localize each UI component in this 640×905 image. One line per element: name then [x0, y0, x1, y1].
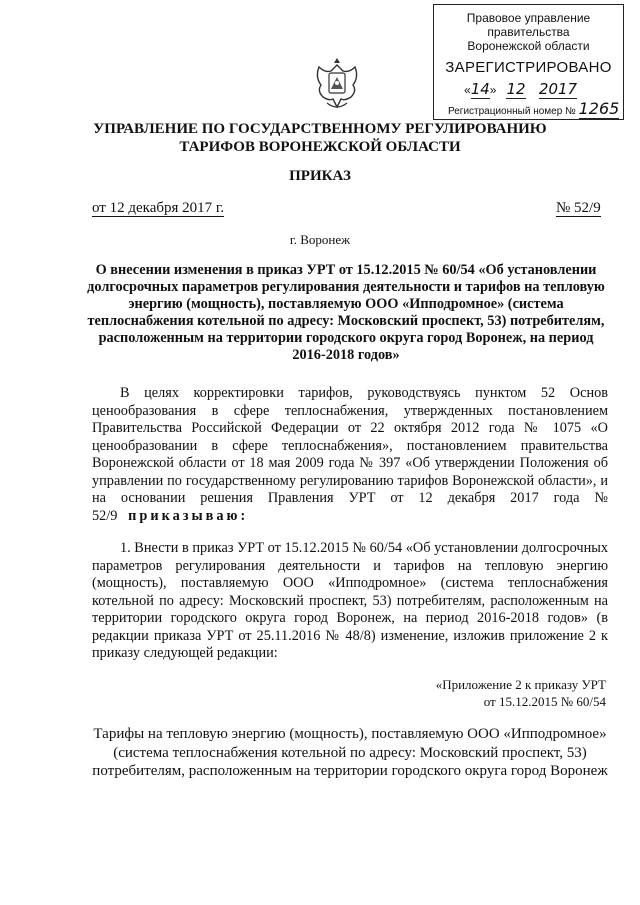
- stamp-line1: Правовое управление правительства: [466, 11, 591, 39]
- document-city: г. Воронеж: [289, 232, 351, 247]
- organization-line2: ТАРИФОВ ВОРОНЕЖСКОЙ ОБЛАСТИ: [179, 139, 461, 155]
- stamp-line2: Воронежской области: [467, 39, 590, 53]
- document-date-text: от 12 декабря 2017 г.: [92, 200, 225, 216]
- stamp-reg-value: 1265: [578, 99, 620, 118]
- document-date: [92, 200, 224, 217]
- stamp-date-day: 14: [470, 80, 490, 98]
- organization-name: [60, 120, 580, 156]
- item-1-text: 1. Внести в приказ УРТ от 15.12.2015 № 60/54 «Об установлении долгосрочных параметров регулирования деятельности и тарифов на тепловую энергию (мощность), поставляемую ООО «Ипподромное» (система теплоснабжения котельной по адресу: Московский проспект, 53) потребителям, расположенным на территории городского округа город Воронеж, на период 2016-2018 годов» (в редакции приказа УРТ от 25.11.2016 № 48/8) изменение, изложив приложение 2 к приказу следующей редакции:: [92, 540, 608, 661]
- stamp-reg-label: Регистрационный номер №: [448, 106, 576, 117]
- preamble-paragraph: [92, 385, 608, 525]
- appendix-line1: «Приложение 2 к приказу УРТ: [435, 677, 606, 692]
- document-number-text: № 52/9: [556, 200, 601, 216]
- appendix-reference: [360, 676, 606, 710]
- tariff-title: Тарифы на тепловую энергию (мощность), поставляемую ООО «Ипподромное» (система теплоснабжения котельной по адресу: Московский проспект, 53) потребителям, расположенным на территории городского округа город Воронеж: [92, 726, 608, 779]
- document-type: ПРИКАЗ: [289, 168, 351, 184]
- stamp-reg-number: [448, 99, 619, 118]
- stamp-date-year: 2017: [538, 80, 578, 98]
- registration-stamp: [433, 4, 624, 120]
- appendix-line2: от 15.12.2015 № 60/54: [483, 694, 606, 709]
- coat-of-arms-icon: [313, 55, 361, 113]
- document-subject: О внесении изменения в приказ УРТ от 15.12.2015 № 60/54 «Об установлении долгосрочных параметров регулирования деятельности и тарифов на тепловую энергию (мощность), поставляемую ООО «Ипподромное» (система теплоснабжения котельной по адресу: Московский проспект, 53) потребителям, расположенным на территории городского округа город Воронеж, на период 2016-2018 годов»: [87, 262, 605, 363]
- stamp-date-month: 12: [506, 80, 526, 98]
- item-1-paragraph: [92, 540, 608, 663]
- preamble-text: [92, 385, 608, 525]
- stamp-date: «14» 12 2017: [464, 80, 578, 98]
- organization-line1: УПРАВЛЕНИЕ ПО ГОСУДАРСТВЕННОМУ РЕГУЛИРОВАНИЮ: [93, 121, 547, 137]
- order-word: приказываю:: [128, 507, 249, 524]
- document-number: [556, 200, 601, 217]
- preamble-body: В целях корректировки тарифов, руководствуясь пунктом 52 Основ ценообразования в сфере теплоснабжения, утвержденных постановлением Правительства Российской Федерации от 22 октября 2012 года № 1075 «О ценообразовании в сфере теплоснабжения», постановлением правительства Воронежской области от 18 мая 2009 года № 397 «Об утверждении Положения об управлении по государственному регулированию тарифов Воронежской области», и на основании решения Правления УРТ от 12 декабря 2017 года № 52/9: [92, 385, 608, 524]
- stamp-status: ЗАРЕГИСТРИРОВАНО: [445, 59, 612, 76]
